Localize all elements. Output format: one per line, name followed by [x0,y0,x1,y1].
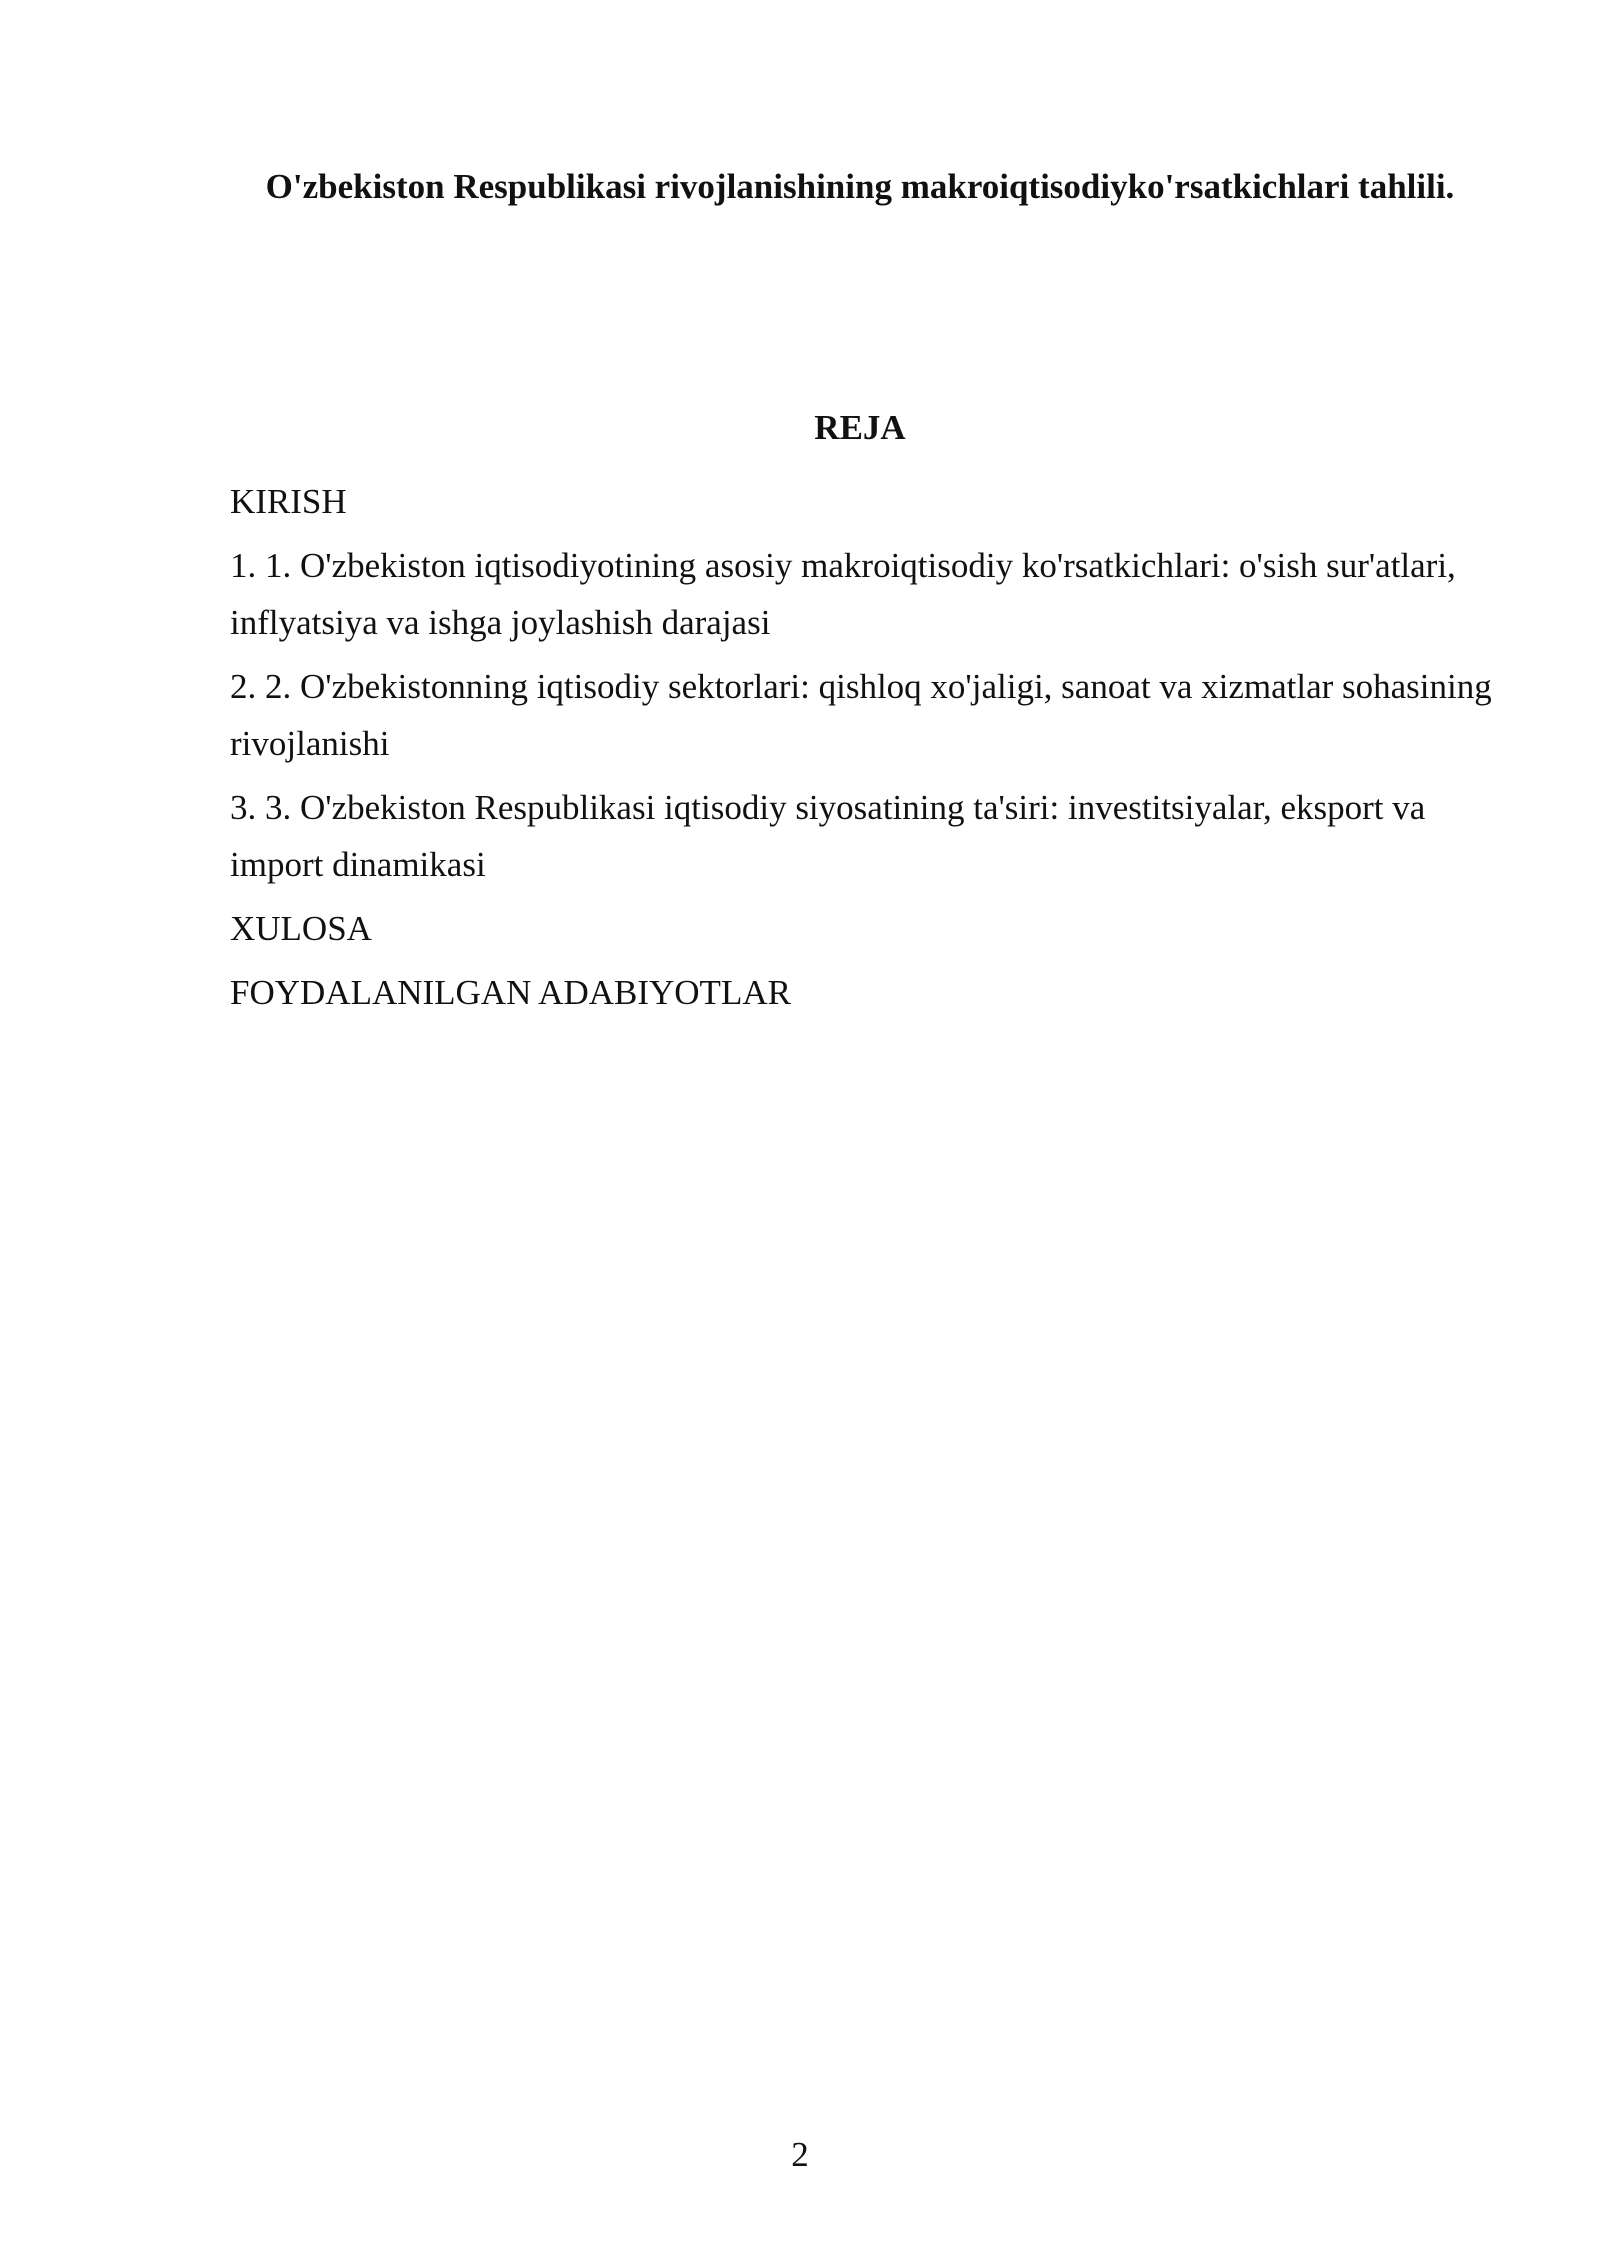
toc-item-chapter-2: 2. 2. O'zbekistonning iqtisodiy sektorlari: qishloq xo'jaligi, sanoat va xizmatlar sohasining rivojlanishi [230,667,1492,763]
page-number: 2 [791,2135,809,2174]
toc-item-references: FOYDALANILGAN ADABIYOTLAR [230,973,791,1012]
document-title: O'zbekiston Respublikasi rivojlanishining makroiqtisodiyko'rsatkichlari tahlili. [265,167,1455,206]
toc-item-conclusion: XULOSA [230,909,372,948]
toc-item-introduction: KIRISH [230,482,347,521]
toc-item-chapter-1: 1. 1. O'zbekiston iqtisodiyotining asosiy makroiqtisodiy ko'rsatkichlari: o'sish sur'atlari, inflyatsiya va ishga joylashish darajasi [230,546,1456,642]
table-of-contents [230,473,1500,1028]
toc-item-chapter-3: 3. 3. O'zbekiston Respublikasi iqtisodiy siyosatining ta'siri: investitsiyalar, eksport va import dinamikasi [230,788,1426,884]
plan-heading: REJA [814,408,906,447]
